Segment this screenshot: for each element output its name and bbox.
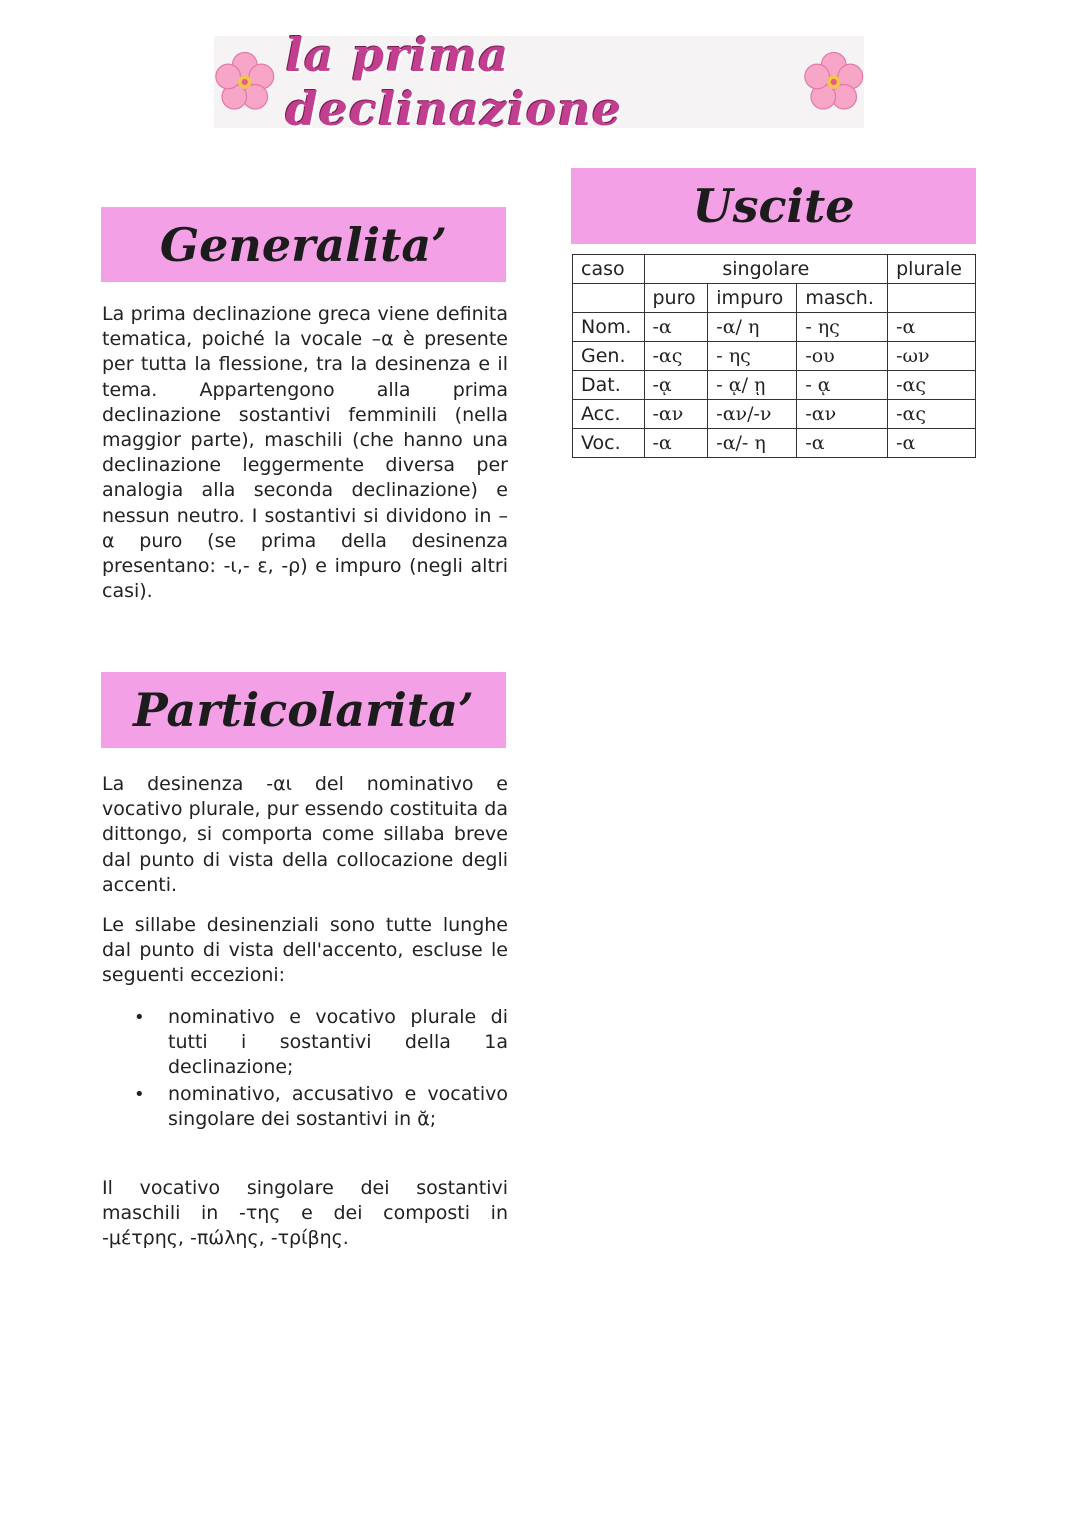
header-caso: caso (573, 255, 645, 284)
title-banner (214, 28, 864, 136)
cell-caso: Dat. (573, 371, 645, 400)
cell-puro: -α (644, 313, 708, 342)
endings-table (572, 254, 976, 458)
subheader-puro: puro (644, 284, 708, 313)
cell-caso: Nom. (573, 313, 645, 342)
list-item: • nominativo, accusativo e vocativo singolare dei sostantivi in ᾰ; (130, 1082, 508, 1132)
generalita-text: La prima declinazione greca viene definita tematica, poiché la vocale –α è presente per tutta la flessione, tra la desinenza e il tema. Appartengono alla prima declinazione sostantivi femminili (nella maggior parte), maschili (che hanno una declinazione leggermente diversa per analogia alla seconda declinazione) e nessun neutro. I sostantivi si dividono in –α puro (se prima della desinenza presentano: -ι,- ε, -ρ) e impuro (negli altri casi). (102, 303, 508, 603)
table-row (573, 313, 976, 342)
list-item: • nominativo e vocativo plurale di tutti i sostantivi della 1a declinazione; (130, 1005, 508, 1080)
table-subheader-row (573, 284, 976, 313)
generalita-header (101, 207, 506, 282)
cell-puro: -ας (644, 342, 708, 371)
cell-masch: -α (797, 429, 888, 458)
particolarita-header (101, 672, 506, 748)
cell-masch: -ου (797, 342, 888, 371)
particolarita-para2: Le sillabe desinenziali sono tutte lunghe dal punto di vista dell'accento, escluse le seguenti eccezioni: (102, 914, 508, 987)
cherry-blossom-icon (214, 47, 275, 117)
particolarita-para1: La desinenza -αι del nominativo e vocativo plurale, pur essendo costituita da dittongo, si comporta come sillaba breve dal punto di vista della collocazione degli accenti. (102, 773, 508, 896)
cell-plurale: -α (888, 429, 976, 458)
cell-caso: Voc. (573, 429, 645, 458)
cell-impuro: -αν/-ν (708, 400, 797, 429)
table-row (573, 342, 976, 371)
cell-impuro: - ᾳ/ ῃ (708, 371, 797, 400)
cell-impuro: - ης (708, 342, 797, 371)
cell-caso: Gen. (573, 342, 645, 371)
header-singolare: singolare (644, 255, 888, 284)
uscite-heading: Uscite (692, 179, 855, 233)
cell-impuro: -α/- η (708, 429, 797, 458)
cell-plurale: -α (888, 313, 976, 342)
header-plurale: plurale (888, 255, 976, 284)
table-row (573, 429, 976, 458)
cell-masch: - ᾳ (797, 371, 888, 400)
table-row (573, 400, 976, 429)
subheader-impuro: impuro (708, 284, 797, 313)
generalita-heading: Generalita’ (159, 217, 448, 272)
exceptions-list (130, 1005, 508, 1132)
cell-puro: -α (644, 429, 708, 458)
particolarita-heading: Particolarita’ (133, 683, 474, 737)
cherry-blossom-icon (803, 47, 864, 117)
table-row (573, 371, 976, 400)
cell-impuro: -α/ η (708, 313, 797, 342)
uscite-header (571, 168, 976, 244)
cell-caso: Acc. (573, 400, 645, 429)
cell-puro: -αν (644, 400, 708, 429)
page-title: la prima declinazione (285, 28, 623, 136)
cell-plurale: -ων (888, 342, 976, 371)
cell-plurale: -ας (888, 400, 976, 429)
cell-puro: -ᾳ (644, 371, 708, 400)
subheader-masch: masch. (797, 284, 888, 313)
cell-plurale: -ας (888, 371, 976, 400)
cell-masch: - ης (797, 313, 888, 342)
table-header-row (573, 255, 976, 284)
particolarita-para3: Il vocativo singolare dei sostantivi maschili in -της e dei composti in -μέτρης, -πώλης, -τρίβης. (102, 1177, 508, 1250)
cell-masch: -αν (797, 400, 888, 429)
